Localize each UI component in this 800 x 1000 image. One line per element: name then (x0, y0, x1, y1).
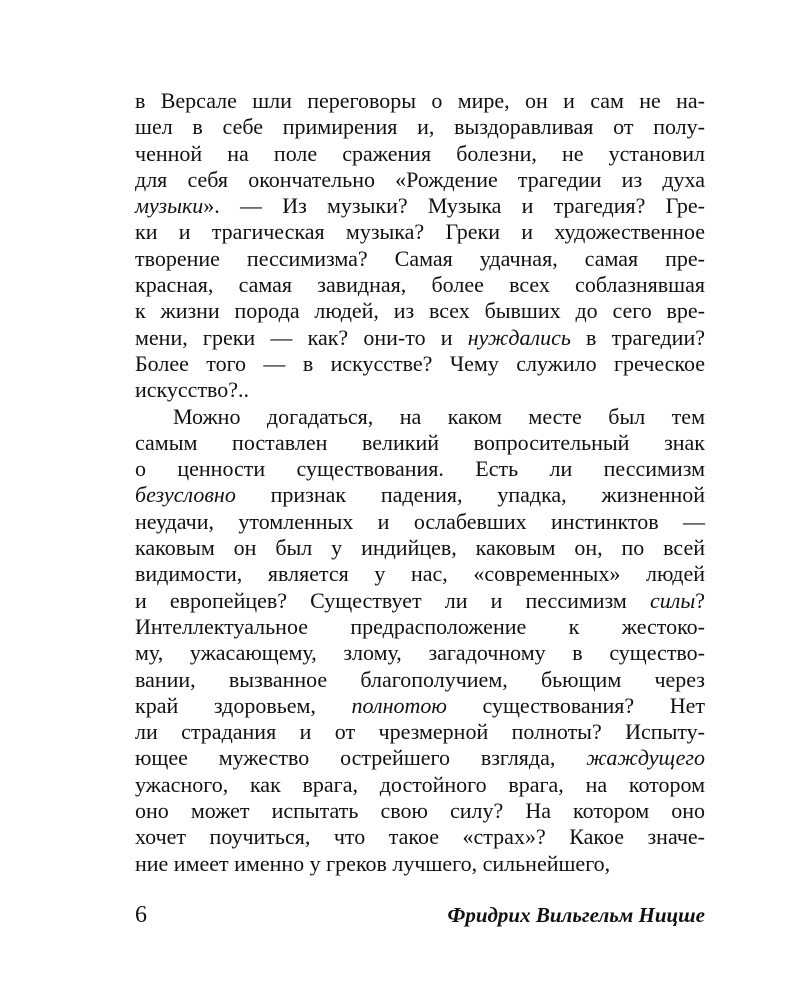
text-segment: каковым он был у индийцев, каковым он, по всей (135, 535, 705, 561)
emphasis-text: силы (649, 587, 696, 613)
text-segment: признак падения, упадка, жизненной (235, 482, 705, 508)
running-title: Фридрих Вильгельм Ницше (447, 903, 705, 927)
text-segment: для себя окончательно «Рождение трагедии из духа (135, 166, 705, 192)
text-segment: край здоровьем, (135, 692, 352, 718)
emphasis-text: музыки (135, 193, 204, 219)
text-segment: Можно догадаться, на каком месте был тем (173, 403, 705, 429)
text-line (135, 246, 705, 272)
text-line (135, 824, 705, 850)
text-line (135, 588, 705, 614)
text-line (135, 377, 705, 403)
text-line (135, 430, 705, 456)
text-line (135, 667, 705, 693)
text-line (135, 325, 705, 351)
emphasis-text: жаждущего (586, 745, 705, 771)
emphasis-text: полнотою (351, 692, 447, 718)
text-segment: оно может испытать свою силу? На котором оно (135, 798, 705, 824)
text-line (135, 482, 705, 508)
text-segment: хочет поучиться, что такое «страх»? Какое значе- (135, 824, 705, 850)
text-segment: ние имеет именно у греков лучшего, сильнейшего, (135, 850, 611, 876)
text-line (135, 193, 705, 219)
text-line (135, 298, 705, 324)
text-line (135, 535, 705, 561)
text-segment: шел в себе примирения и, выздоравливая от полу- (135, 114, 705, 140)
text-line (135, 640, 705, 666)
text-line (135, 88, 705, 114)
text-line (135, 219, 705, 245)
text-line (135, 772, 705, 798)
page-footer (135, 900, 705, 930)
text-segment: к жизни порода людей, из всех бывших до сего вре- (135, 298, 705, 324)
text-segment: в Версале шли переговоры о мире, он и сам не на- (135, 88, 705, 113)
emphasis-text: безусловно (135, 482, 236, 508)
text-segment: и европейцев? Существует ли и пессимизм (135, 587, 650, 613)
text-segment: ». — Из музыки? Музыка и трагедия? Гре- (203, 193, 705, 219)
body-text (135, 88, 705, 877)
text-line (135, 351, 705, 377)
text-line (135, 851, 705, 877)
text-segment: в трагедии? (570, 324, 705, 350)
text-line (135, 693, 705, 719)
text-segment: существования? Нет (446, 692, 705, 718)
text-segment: мени, греки — как? они-то и (135, 324, 468, 350)
page-number: 6 (135, 902, 147, 928)
text-segment: му, ужасающему, злому, загадочному в существо- (135, 640, 705, 666)
text-segment: ющее мужество острейшего взгляда, (135, 745, 587, 771)
text-line (135, 745, 705, 771)
text-line (135, 798, 705, 824)
text-segment: видимости, является у нас, «современных» людей (135, 561, 705, 587)
text-segment: ужасного, как врага, достойного врага, на котором (135, 771, 705, 797)
text-segment: о ценности существования. Есть ли пессимизм (135, 456, 705, 482)
text-line (135, 167, 705, 193)
text-segment: вании, вызванное благополучием, бьющим через (135, 666, 705, 692)
emphasis-text: нуждались (467, 324, 571, 350)
text-segment: искусство?.. (135, 377, 250, 403)
text-segment: ? (695, 587, 705, 613)
text-segment: творение пессимизма? Самая удачная, самая пре- (135, 245, 705, 271)
text-segment: красная, самая завидная, более всех соблазнявшая (135, 272, 705, 298)
text-line (135, 509, 705, 535)
text-segment: ченной на поле сражения болезни, не установил (135, 140, 705, 166)
text-line (135, 141, 705, 167)
text-segment: ли страдания и от чрезмерной полноты? Испыту- (135, 719, 705, 745)
text-segment: Более того — в искусстве? Чему служило греческое (135, 350, 705, 376)
text-line (135, 272, 705, 298)
text-line (135, 456, 705, 482)
text-segment: ки и трагическая музыка? Греки и художественное (135, 219, 705, 245)
text-line (135, 114, 705, 140)
text-segment: Интеллектуальное предрасположение к жестоко- (135, 613, 705, 639)
text-line (135, 404, 705, 430)
text-segment: самым поставлен великий вопросительный знак (135, 429, 705, 455)
text-line (135, 614, 705, 640)
text-line (135, 561, 705, 587)
text-segment: неудачи, утомленных и ослабевших инстинктов — (135, 508, 705, 534)
text-line (135, 719, 705, 745)
